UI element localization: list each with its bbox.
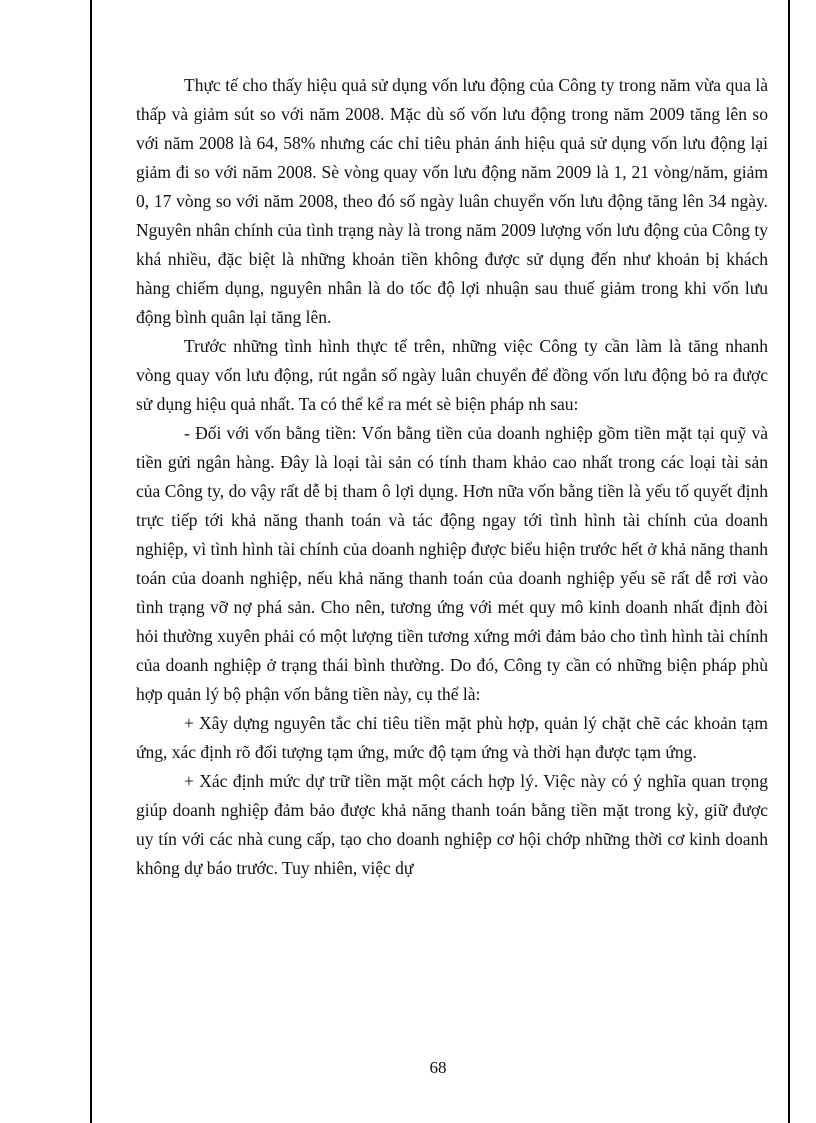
paragraph-1: Thực tế cho thấy hiệu quả sử dụng vốn lưu động của Công ty trong năm vừa qua là thấp và giảm sút so với năm 2008. Mặc dù số vốn lưu động trong năm 2009 tăng lên so với năm 2008 là 64, 58% nhưng các chỉ tiêu phản ánh hiệu quả sử dụng vốn lưu động lại giảm đi so với năm 2008. Sè vòng quay vốn lưu động năm 2009 là 1, 21 vòng/năm, giảm 0, 17 vòng so với năm 2008, theo đó số ngày luân chuyển vốn lưu động tăng lên 34 ngày. Nguyên nhân chính của tình trạng này là trong năm 2009 lượng vốn lưu động của Công ty khá nhiều, đặc biệt là những khoản tiền không được sử dụng đến như khoản bị khách hàng chiếm dụng, nguyên nhân là do tốc độ lợi nhuận sau thuế giảm trong khi vốn lưu động bình quân lại tăng lên. xyxy=(136,75,768,327)
page-number: 68 xyxy=(429,1058,447,1077)
paragraph-3: - Đối với vốn bằng tiền: Vốn bằng tiền của doanh nghiệp gồm tiền mặt tại quỹ và tiền gửi ngân hàng. Đây là loại tài sản có tính tham khảo cao nhất trong các loại tài sản của Công ty, do vậy rất dễ bị tham ô lợi dụng. Hơn nữa vốn bằng tiền là yếu tố quyết định trực tiếp tới khả năng thanh toán và tác động ngay tới tình hình tài chính của doanh nghiệp, vì tình hình tài chính của doanh nghiệp được biểu hiện trước hết ở khả năng thanh toán của doanh nghiệp, nếu khả năng thanh toán của doanh nghiệp yếu sẽ rất dễ rơi vào tình trạng vỡ nợ phá sản. Cho nên, tương ứng với mét quy mô kinh doanh nhất định đòi hỏi thường xuyên phải có một lượng tiền tương xứng mới đảm bảo cho tình hình tài chính của doanh nghiệp ở trạng thái bình thường. Do đó, Công ty cần có những biện pháp phù hợp quản lý bộ phận vốn bằng tiền này, cụ thể là: xyxy=(136,423,768,704)
paragraph-2: Trước những tình hình thực tế trên, những việc Công ty cần làm là tăng nhanh vòng quay vốn lưu động, rút ngắn số ngày luân chuyển để đồng vốn lưu động bỏ ra được sử dụng hiệu quả nhất. Ta có thể kể ra mét sè biện pháp nh sau: xyxy=(136,336,768,414)
document-body xyxy=(136,71,768,883)
paragraph-4: + Xây dựng nguyên tắc chỉ tiêu tiền mặt phù hợp, quản lý chặt chẽ các khoản tạm ứng, xác định rõ đối tượng tạm ứng, mức độ tạm ứng và thời hạn được tạm ứng. xyxy=(136,713,768,762)
paragraph-5: + Xác định mức dự trữ tiền mặt một cách hợp lý. Việc này có ý nghĩa quan trọng giúp doanh nghiệp đảm bảo được khả năng thanh toán bằng tiền mặt trong kỳ, giữ được uy tín với các nhà cung cấp, tạo cho doanh nghiệp cơ hội chớp những thời cơ kinh doanh không dự báo trước. Tuy nhiên, việc dự xyxy=(136,771,768,878)
